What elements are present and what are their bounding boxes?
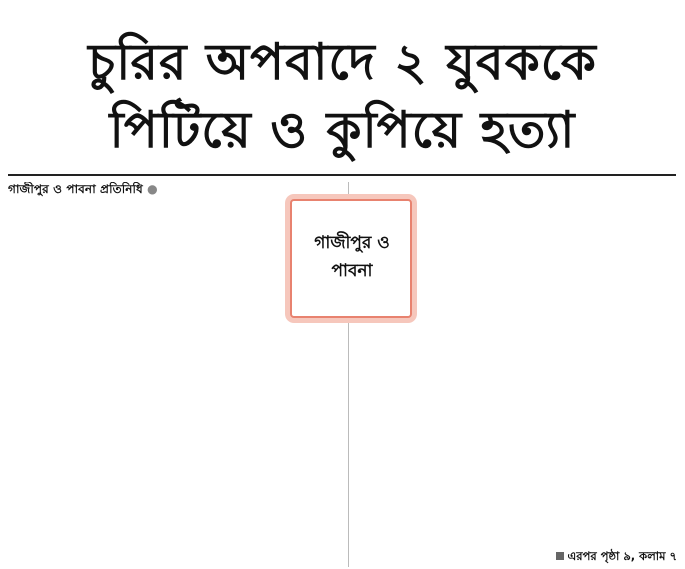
headline-line-2: পিটিয়ে ও কুপিয়ে হত্যা [109,100,576,159]
headline-rule [8,174,676,176]
location-tag: গাজীপুর ও পাবনা [314,233,390,281]
top-strip-text [0,0,685,12]
headline-line-1: চুরির অপবাদে ২ যুবককে [88,32,597,91]
headline [0,28,685,164]
continuation-note: এরপর পৃষ্ঠা ৯, কলাম ৭ [552,548,678,567]
byline: গাজীপুর ও পাবনা প্রতিনিধি ● [8,182,158,196]
square-bullet-icon [556,552,564,560]
